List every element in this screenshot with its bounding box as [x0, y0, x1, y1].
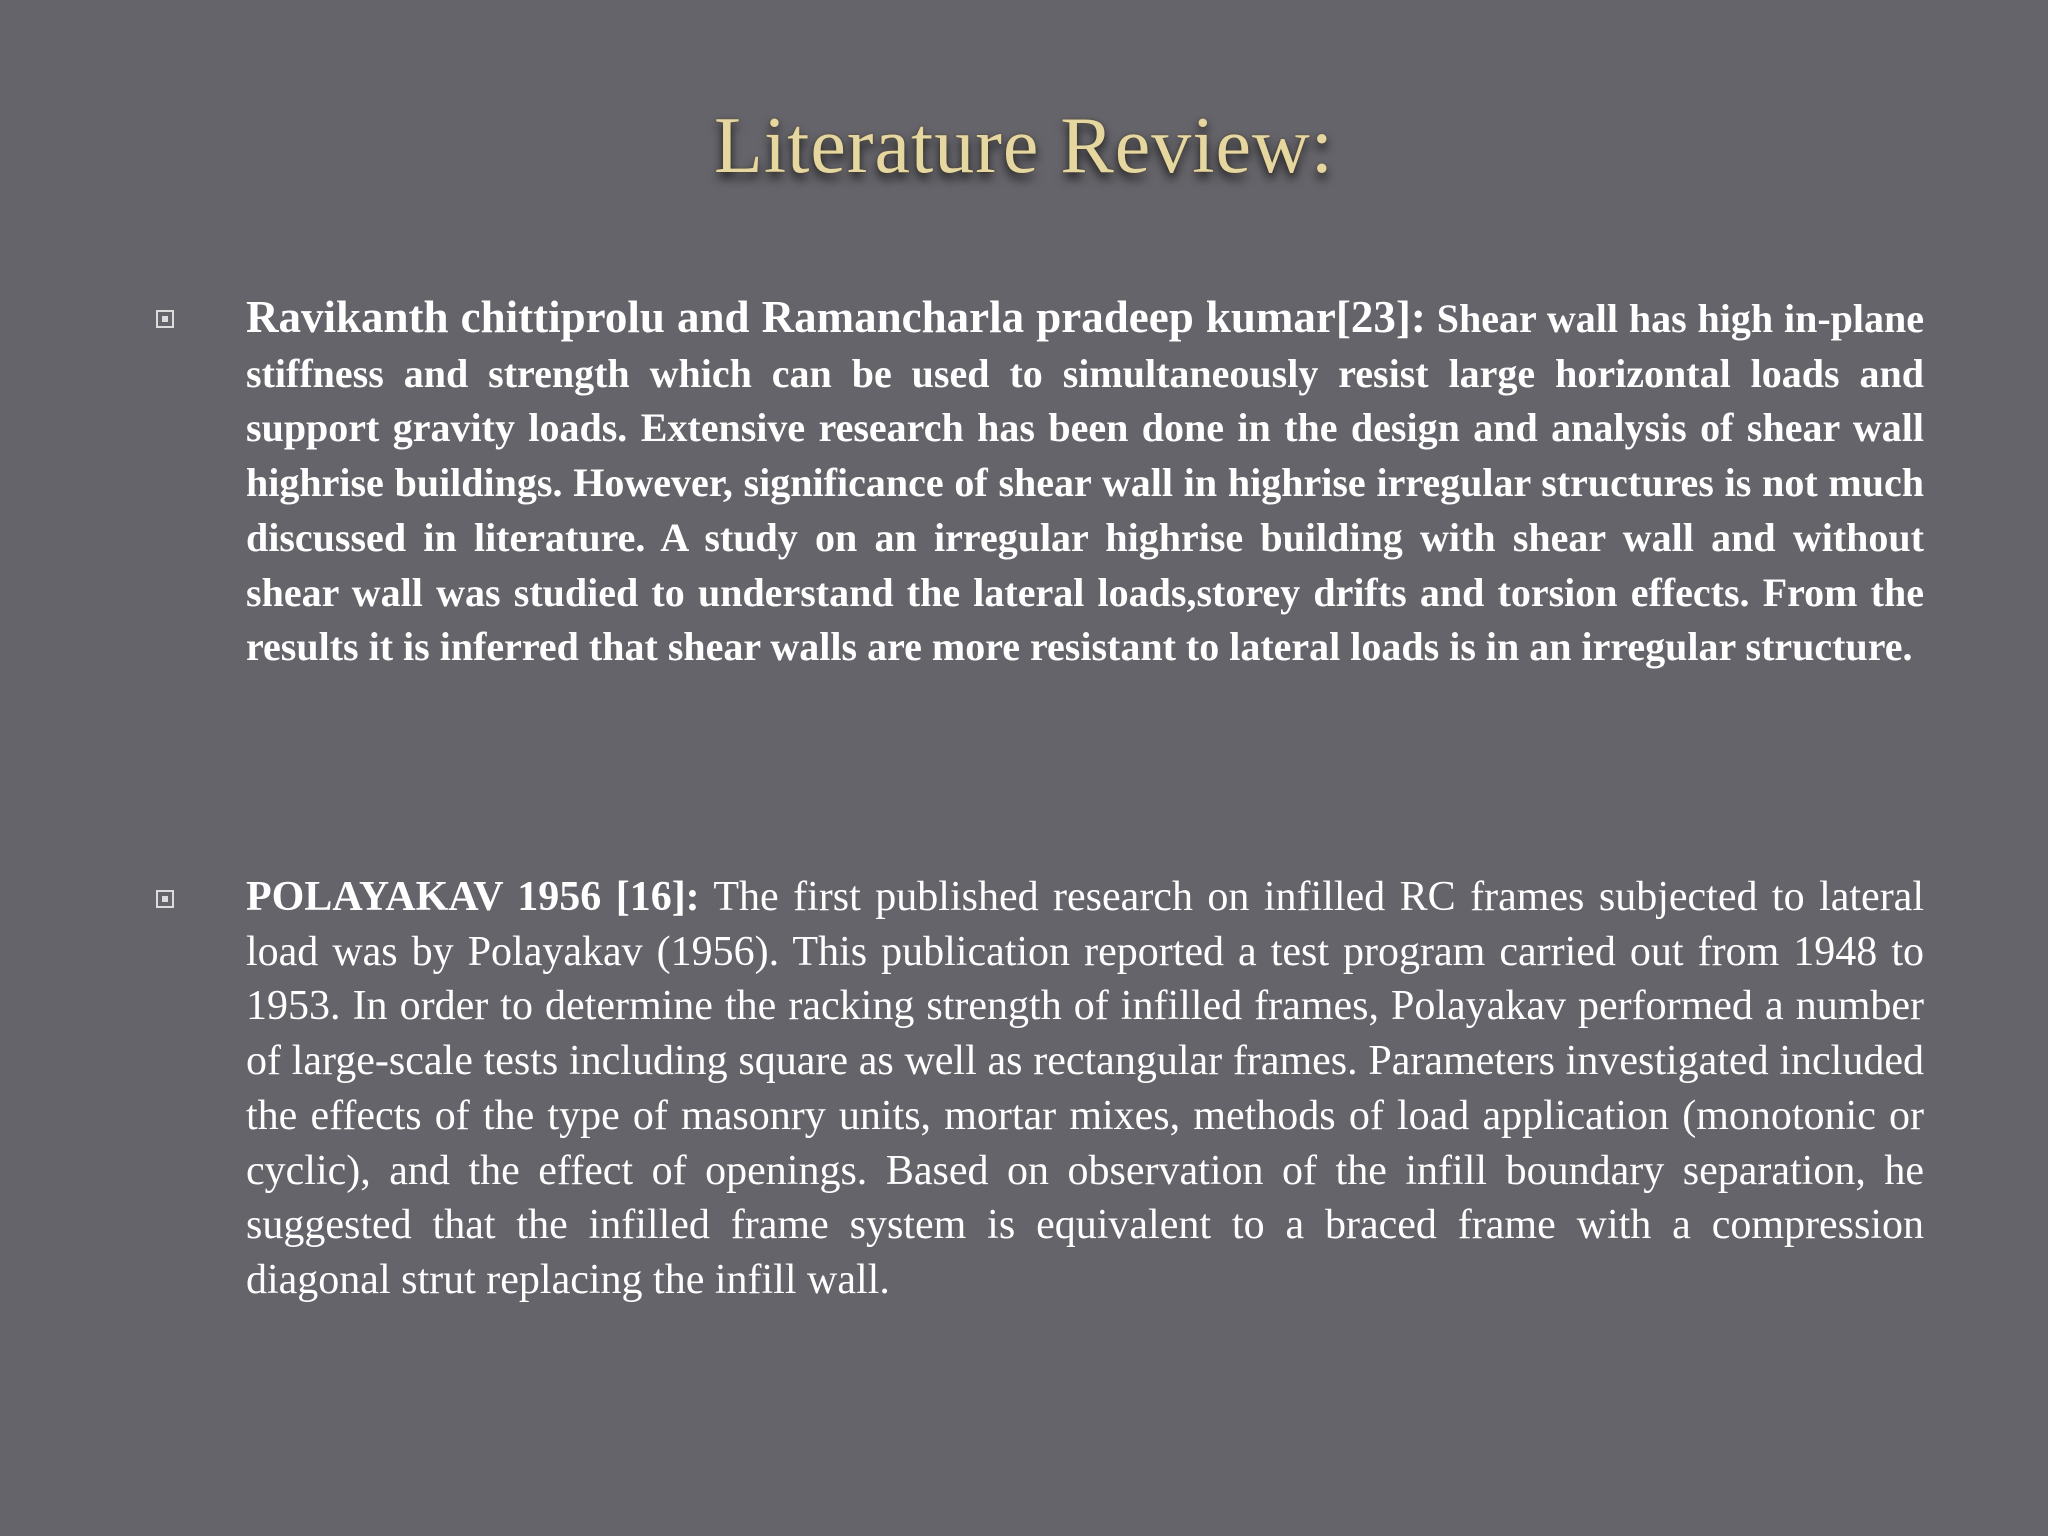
bullet-body-2: The first published research on infilled RC frames subjected to lateral load was by Polayakav (1956). This publication reported a test program carried out from 1948 to 1953. In order to determine the racking strength of infilled frames, Polayakav performed a number of large-scale tests including square as well as rectangular frames. Parameters investigated included the effects of the type of masonry units, mortar mixes, methods of load application (monotonic or cyclic), and the effect of openings. Based on observation of the infill boundary separation, he suggested that the infilled frame system is equivalent to a braced frame with a compression diagonal strut replacing the infill wall.: [246, 874, 1924, 1303]
bullet-lead-1: Ravikanth chittiprolu and Ramancharla pradeep kumar[23]:: [246, 292, 1426, 342]
boxed-square-bullet-icon: [156, 890, 174, 908]
boxed-square-bullet-icon: [156, 310, 174, 328]
bullet-body-1: Shear wall has high in-plane stiffness and strength which can be used to simultaneously resist large horizontal loads and support gravity loads. Extensive research has been done in the design and analysis of shear wall highrise buildings. However, significance of shear wall in highrise irregular structures is not much discussed in literature. A study on an irregular highrise building with shear wall and without shear wall was studied to understand the lateral loads,storey drifts and torsion effects. From the results it is inferred that shear walls are more resistant to lateral loads is in an irregular structure.: [246, 296, 1925, 670]
bullet-text-2: [246, 870, 1924, 1308]
slide-title: Literature Review:: [714, 102, 1334, 190]
bullet-text-1: [246, 290, 1924, 675]
bullet-lead-2: POLAYAKAV 1956 [16]:: [246, 874, 700, 920]
